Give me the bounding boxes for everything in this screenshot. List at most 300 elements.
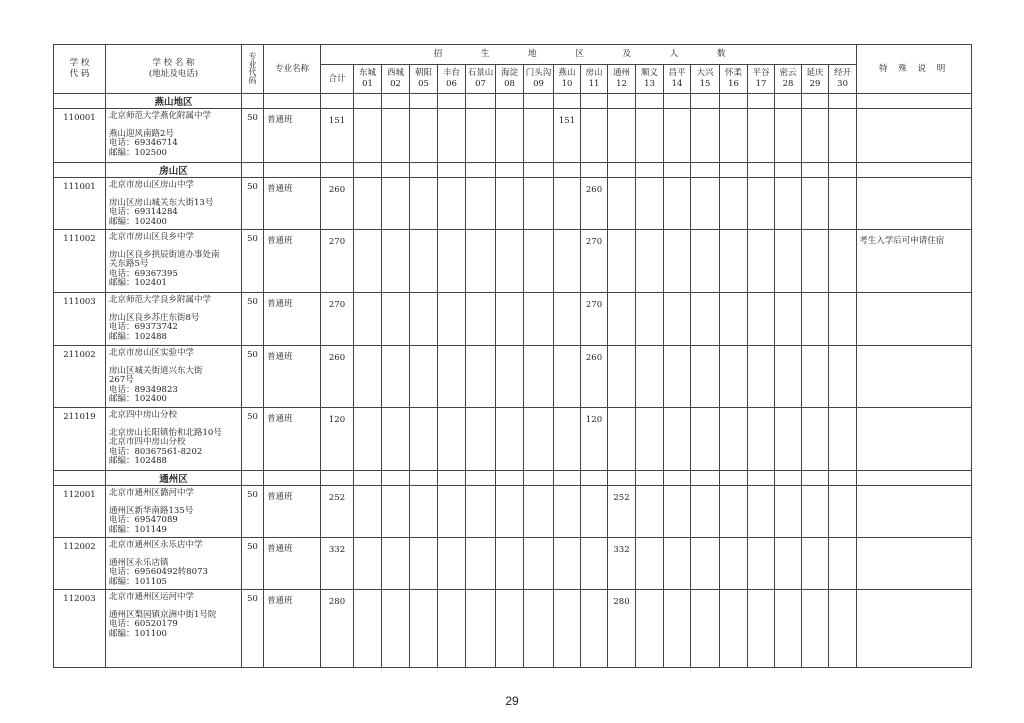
district-count — [438, 408, 466, 471]
district-count — [829, 538, 857, 590]
district-count — [775, 293, 802, 346]
remark — [857, 408, 972, 471]
district-count — [382, 538, 410, 590]
district-count — [829, 178, 857, 230]
district-count — [802, 538, 829, 590]
school-address-line: 电话：89349823 — [109, 384, 178, 395]
major-name: 普通班 — [264, 346, 321, 408]
region-spacer — [242, 471, 264, 486]
district-count — [691, 230, 720, 293]
school-address-line: 房山区良乡拱辰街道办事处南 — [109, 249, 220, 260]
district-count — [608, 109, 636, 163]
header-district — [382, 65, 410, 94]
district-count — [720, 178, 748, 230]
district-count — [581, 590, 608, 668]
remark — [857, 590, 972, 668]
district-count — [664, 346, 691, 408]
region-spacer — [802, 163, 829, 178]
district-count — [829, 346, 857, 408]
district-code: 16 — [728, 79, 739, 89]
region-spacer — [438, 94, 466, 109]
region-spacer — [636, 94, 664, 109]
remark — [857, 486, 972, 538]
region-spacer — [242, 94, 264, 109]
district-count — [775, 590, 802, 668]
major-name: 普通班 — [264, 408, 321, 471]
district-count — [691, 293, 720, 346]
district-count — [410, 538, 438, 590]
district-count — [438, 486, 466, 538]
school-address-line: 电话：69314284 — [109, 207, 178, 217]
major-code: 50 — [242, 486, 264, 538]
region-name: 燕山地区 — [106, 94, 242, 109]
region-spacer — [410, 163, 438, 178]
district-name: 海淀 — [500, 68, 518, 78]
major-name: 普通班 — [264, 230, 321, 293]
region-spacer — [321, 471, 354, 486]
district-count — [802, 178, 829, 230]
total-count: 332 — [321, 538, 354, 590]
district-count — [775, 109, 802, 163]
school-code: 112003 — [54, 590, 106, 668]
region-spacer — [554, 163, 581, 178]
header-district — [720, 65, 748, 94]
remark — [857, 109, 972, 163]
district-count — [664, 538, 691, 590]
district-count — [410, 346, 438, 408]
district-count — [720, 486, 748, 538]
district-count — [720, 230, 748, 293]
district-count — [524, 293, 554, 346]
district-count — [636, 109, 664, 163]
district-code: 28 — [782, 79, 794, 89]
district-count — [664, 408, 691, 471]
total-count: 151 — [321, 109, 354, 163]
region-spacer — [438, 163, 466, 178]
district-count — [636, 230, 664, 293]
district-count — [354, 538, 382, 590]
district-name: 经开 — [834, 68, 852, 78]
district-count — [581, 538, 608, 590]
region-spacer — [857, 163, 972, 178]
district-count — [608, 230, 636, 293]
district-count — [496, 109, 524, 163]
district-count — [410, 109, 438, 163]
major-name: 普通班 — [264, 590, 321, 668]
major-code: 50 — [242, 230, 264, 293]
district-count: 270 — [581, 230, 608, 293]
region-spacer — [54, 471, 106, 486]
table-row — [54, 346, 972, 408]
region-spacer — [54, 163, 106, 178]
district-count — [748, 538, 775, 590]
major-code: 50 — [242, 346, 264, 408]
school-address-line: 燕山迎风南路2号 — [109, 128, 174, 139]
school-address-line: 邮编：102401 — [109, 278, 167, 288]
school-address-line: 电话：80367561-8202 — [109, 446, 203, 457]
district-count — [664, 293, 691, 346]
district-count — [802, 590, 829, 668]
header-major-name: 专业名称 — [264, 45, 321, 94]
table-row — [54, 590, 972, 668]
region-spacer — [829, 94, 857, 109]
district-count — [466, 293, 496, 346]
district-count — [524, 178, 554, 230]
district-count — [748, 293, 775, 346]
district-count — [748, 178, 775, 230]
district-count — [354, 590, 382, 668]
school-name: 北京市房山区良乡中学 — [109, 232, 195, 242]
region-spacer — [691, 471, 720, 486]
district-count — [496, 486, 524, 538]
district-count — [775, 408, 802, 471]
district-count — [554, 486, 581, 538]
district-name: 密云 — [779, 68, 797, 78]
major-code: 50 — [242, 408, 264, 471]
major-code: 50 — [242, 538, 264, 590]
district-count — [354, 109, 382, 163]
region-spacer — [496, 163, 524, 178]
school-address-line: 电话：69547089 — [109, 515, 178, 525]
region-spacer — [636, 163, 664, 178]
region-spacer — [382, 471, 410, 486]
district-name: 西城 — [386, 68, 404, 78]
remark: 考生入学后可申请住宿 — [857, 230, 972, 293]
school-code: 111002 — [54, 230, 106, 293]
district-count — [466, 346, 496, 408]
header-district — [691, 65, 720, 94]
district-count — [410, 408, 438, 471]
region-spacer — [720, 94, 748, 109]
header-district — [802, 65, 829, 94]
district-count — [720, 346, 748, 408]
region-spacer — [466, 94, 496, 109]
region-spacer — [524, 471, 554, 486]
district-name: 燕山 — [558, 68, 576, 78]
school-address-line: 通州区新华南路135号 — [109, 505, 194, 516]
district-name: 平谷 — [752, 68, 770, 78]
district-count — [410, 230, 438, 293]
major-code: 50 — [242, 178, 264, 230]
district-count — [748, 346, 775, 408]
region-spacer — [720, 471, 748, 486]
total-count: 270 — [321, 230, 354, 293]
header-school-name-sub: (地址及电话) — [148, 69, 199, 79]
page-number: 29 — [505, 694, 519, 708]
district-name: 房山 — [585, 68, 603, 78]
school-info — [106, 486, 242, 538]
district-count — [775, 486, 802, 538]
district-count — [664, 486, 691, 538]
header-district — [664, 65, 691, 94]
district-count — [581, 109, 608, 163]
district-code: 02 — [390, 79, 401, 89]
school-name: 北京师范大学燕化附属中学 — [109, 111, 212, 121]
district-count — [438, 109, 466, 163]
region-spacer — [802, 94, 829, 109]
enrollment-table — [53, 44, 972, 668]
district-count — [382, 293, 410, 346]
header-district — [354, 65, 382, 94]
district-count — [438, 293, 466, 346]
region-spacer — [775, 471, 802, 486]
district-count: 332 — [608, 538, 636, 590]
major-code: 50 — [242, 293, 264, 346]
region-spacer — [321, 163, 354, 178]
region-spacer — [466, 471, 496, 486]
district-count — [382, 109, 410, 163]
header-district — [829, 65, 857, 94]
district-count — [554, 293, 581, 346]
district-count — [802, 408, 829, 471]
table-row — [54, 178, 972, 230]
school-info — [106, 109, 242, 163]
district-count — [410, 178, 438, 230]
school-info — [106, 230, 242, 293]
school-code: 211019 — [54, 408, 106, 471]
school-info — [106, 590, 242, 668]
school-address-line: 电话：69346714 — [109, 138, 178, 148]
school-address-line: 北京市四中房山分校 — [109, 437, 186, 447]
school-info — [106, 538, 242, 590]
district-count — [636, 486, 664, 538]
district-count — [524, 230, 554, 293]
district-count — [802, 486, 829, 538]
district-count — [354, 230, 382, 293]
school-address-line: 北京房山长阳镇怡和北路10号 — [109, 427, 222, 438]
district-count — [775, 178, 802, 230]
school-address-line: 邮编：101105 — [109, 576, 167, 587]
region-spacer — [691, 163, 720, 178]
region-spacer — [829, 163, 857, 178]
district-count — [382, 230, 410, 293]
district-count — [802, 109, 829, 163]
school-info — [106, 293, 242, 346]
district-count — [466, 230, 496, 293]
district-count — [382, 590, 410, 668]
region-spacer — [438, 471, 466, 486]
district-count — [691, 178, 720, 230]
district-count — [554, 178, 581, 230]
header-district — [410, 65, 438, 94]
school-name: 北京市房山区实验中学 — [109, 348, 195, 358]
district-count — [438, 178, 466, 230]
district-count — [636, 408, 664, 471]
total-count: 260 — [321, 346, 354, 408]
district-count: 270 — [581, 293, 608, 346]
district-count — [720, 538, 748, 590]
district-count — [608, 408, 636, 471]
region-spacer — [554, 94, 581, 109]
district-code: 15 — [699, 79, 711, 89]
table-row — [54, 230, 972, 293]
district-count — [691, 408, 720, 471]
region-spacer — [264, 94, 321, 109]
district-count — [829, 293, 857, 346]
district-count — [554, 408, 581, 471]
region-spacer — [354, 471, 382, 486]
region-spacer — [829, 471, 857, 486]
region-spacer — [691, 94, 720, 109]
district-code: 29 — [809, 79, 821, 89]
school-name: 北京市通州区永乐店中学 — [109, 540, 203, 550]
district-count — [524, 486, 554, 538]
school-address-line: 邮编：102400 — [109, 394, 167, 404]
district-count — [829, 408, 857, 471]
district-code: 11 — [588, 79, 600, 89]
table-row — [54, 538, 972, 590]
region-spacer — [264, 471, 321, 486]
school-code: 211002 — [54, 346, 106, 408]
district-name: 昌平 — [668, 68, 686, 78]
school-address-line: 房山区城关街道兴东大街 — [109, 365, 203, 376]
school-code: 110001 — [54, 109, 106, 163]
school-address-line: 邮编：101100 — [109, 628, 167, 639]
header-district — [581, 65, 608, 94]
school-info — [106, 178, 242, 230]
school-address-line: 房山区房山城关东大街13号 — [109, 197, 214, 208]
district-count — [496, 408, 524, 471]
header-remarks: 特 殊 说 明 — [857, 45, 972, 94]
school-code: 112001 — [54, 486, 106, 538]
school-code: 112002 — [54, 538, 106, 590]
district-count — [382, 486, 410, 538]
region-spacer — [748, 94, 775, 109]
district-count — [664, 590, 691, 668]
district-name: 石景山 — [467, 68, 494, 78]
district-count — [691, 346, 720, 408]
district-count — [354, 408, 382, 471]
header-district — [438, 65, 466, 94]
region-spacer — [775, 94, 802, 109]
district-count — [496, 293, 524, 346]
region-spacer — [748, 471, 775, 486]
district-count — [410, 590, 438, 668]
region-spacer — [581, 163, 608, 178]
district-count — [691, 486, 720, 538]
school-info — [106, 346, 242, 408]
district-count: 280 — [608, 590, 636, 668]
district-count — [691, 590, 720, 668]
region-row — [54, 471, 972, 486]
region-spacer — [857, 471, 972, 486]
district-count — [438, 230, 466, 293]
district-count — [636, 178, 664, 230]
district-count — [524, 538, 554, 590]
district-count — [438, 538, 466, 590]
school-address-line: 电话：60520179 — [109, 619, 178, 629]
district-count — [748, 408, 775, 471]
region-spacer — [466, 163, 496, 178]
region-spacer — [608, 471, 636, 486]
district-name: 东城 — [358, 68, 376, 78]
total-count: 280 — [321, 590, 354, 668]
total-count: 260 — [321, 178, 354, 230]
region-spacer — [524, 163, 554, 178]
district-code: 07 — [475, 79, 486, 89]
district-count — [466, 178, 496, 230]
district-count — [524, 408, 554, 471]
district-count — [581, 486, 608, 538]
region-spacer — [354, 94, 382, 109]
district-name: 门头沟 — [525, 68, 552, 78]
district-name: 丰台 — [442, 68, 460, 78]
district-count — [691, 538, 720, 590]
district-count — [354, 346, 382, 408]
district-count — [720, 293, 748, 346]
district-count — [438, 590, 466, 668]
table-row — [54, 408, 972, 471]
district-code: 08 — [504, 79, 515, 89]
district-count — [496, 538, 524, 590]
region-row — [54, 163, 972, 178]
district-count — [410, 293, 438, 346]
district-count — [410, 486, 438, 538]
district-count — [748, 486, 775, 538]
district-count — [524, 346, 554, 408]
district-count — [466, 590, 496, 668]
district-count — [664, 178, 691, 230]
district-count — [664, 109, 691, 163]
district-count — [775, 230, 802, 293]
district-name: 通州 — [612, 68, 630, 78]
district-count — [720, 109, 748, 163]
region-spacer — [354, 163, 382, 178]
district-count — [496, 178, 524, 230]
district-name: 延庆 — [806, 68, 824, 78]
district-count — [466, 538, 496, 590]
region-spacer — [775, 163, 802, 178]
school-address-line: 房山区良乡苏庄东街8号 — [109, 312, 200, 323]
district-count — [720, 590, 748, 668]
header-district — [748, 65, 775, 94]
district-count — [354, 293, 382, 346]
district-count — [720, 408, 748, 471]
region-spacer — [802, 471, 829, 486]
region-spacer — [242, 163, 264, 178]
district-name: 怀柔 — [724, 68, 742, 78]
remark — [857, 293, 972, 346]
region-spacer — [54, 94, 106, 109]
district-count — [554, 538, 581, 590]
district-count — [802, 230, 829, 293]
header-school-name — [106, 45, 242, 94]
district-count — [466, 109, 496, 163]
district-code: 06 — [446, 79, 457, 89]
district-count — [524, 109, 554, 163]
district-count — [554, 230, 581, 293]
district-count — [608, 293, 636, 346]
school-address-line: 电话：69367395 — [109, 268, 178, 279]
region-spacer — [264, 163, 321, 178]
district-name: 顺义 — [640, 68, 658, 78]
total-count: 252 — [321, 486, 354, 538]
district-count — [354, 486, 382, 538]
school-name: 北京市房山区房山中学 — [109, 180, 195, 190]
district-name: 朝阳 — [414, 68, 432, 78]
district-count — [496, 346, 524, 408]
school-address-line: 电话：69560492转8073 — [109, 567, 208, 577]
region-spacer — [664, 94, 691, 109]
district-count — [775, 538, 802, 590]
district-count — [354, 178, 382, 230]
district-code: 12 — [616, 79, 627, 89]
region-spacer — [608, 163, 636, 178]
region-spacer — [636, 471, 664, 486]
header-district — [466, 65, 496, 94]
school-address-line: 电话：69373742 — [109, 322, 178, 332]
header-school-code: 学 校 代 码 — [54, 45, 106, 94]
